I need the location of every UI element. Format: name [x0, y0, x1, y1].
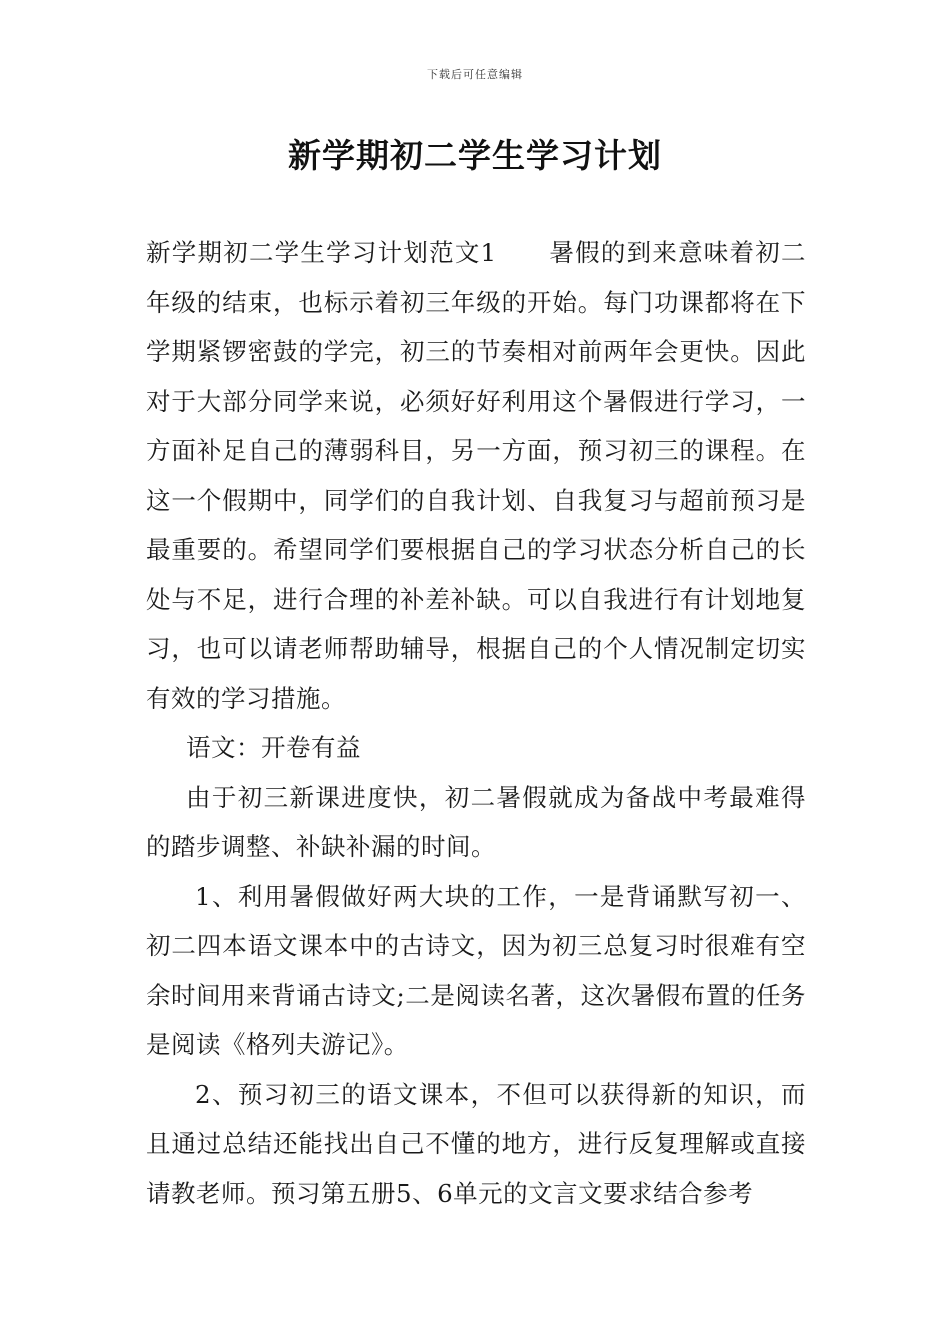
paragraph-chinese-intro: 由于初三新课进度快，初二暑假就成为备战中考最难得的踏步调整、补缺补漏的时间。: [146, 782, 806, 861]
paragraph-item-2: 2、预习初三的语文课本，不但可以获得新的知识，而且通过总结还能找出自己不懂的地方，进行反复理解或直接请教老师。预习第五册5、6单元的文言文要求结合参考: [146, 1079, 806, 1208]
document-title: 新学期初二学生学习计划: [288, 136, 662, 175]
paragraph-item-1: 1、利用暑假做好两大块的工作，一是背诵默写初一、初二四本语文课本中的古诗文，因为初三总复习时很难有空余时间用来背诵古诗文;二是阅读名著，这次暑假布置的任务是阅读《格列夫游记》。: [146, 881, 806, 1059]
paragraph-intro-lead: 新学期初二学生学习计划范文1: [146, 238, 497, 267]
paragraph-intro-body: 暑假的到来意味着初二年级的结束，也标示着初三年级的开始。每门功课都将在下学期紧锣密鼓的学完，初三的节奏相对前两年会更快。因此对于大部分同学来说，必须好好利用这个暑假进行学习，一方面补足自己的薄弱科目，另一方面，预习初三的课程。在这一个假期中，同学们的自我计划、自我复习与超前预习是最重要的。希望同学们要根据自己的学习状态分析自己的长处与不足，进行合理的补差补缺。可以自我进行有计划地复习，也可以请老师帮助辅导，根据自己的个人情况制定切实有效的学习措施。: [146, 238, 807, 713]
paragraph-intro: [146, 228, 806, 723]
header-note: 下载后可任意编辑: [427, 68, 523, 81]
paragraph-subheading-chinese: 语文：开卷有益: [186, 733, 361, 762]
document-body: [146, 228, 806, 1218]
